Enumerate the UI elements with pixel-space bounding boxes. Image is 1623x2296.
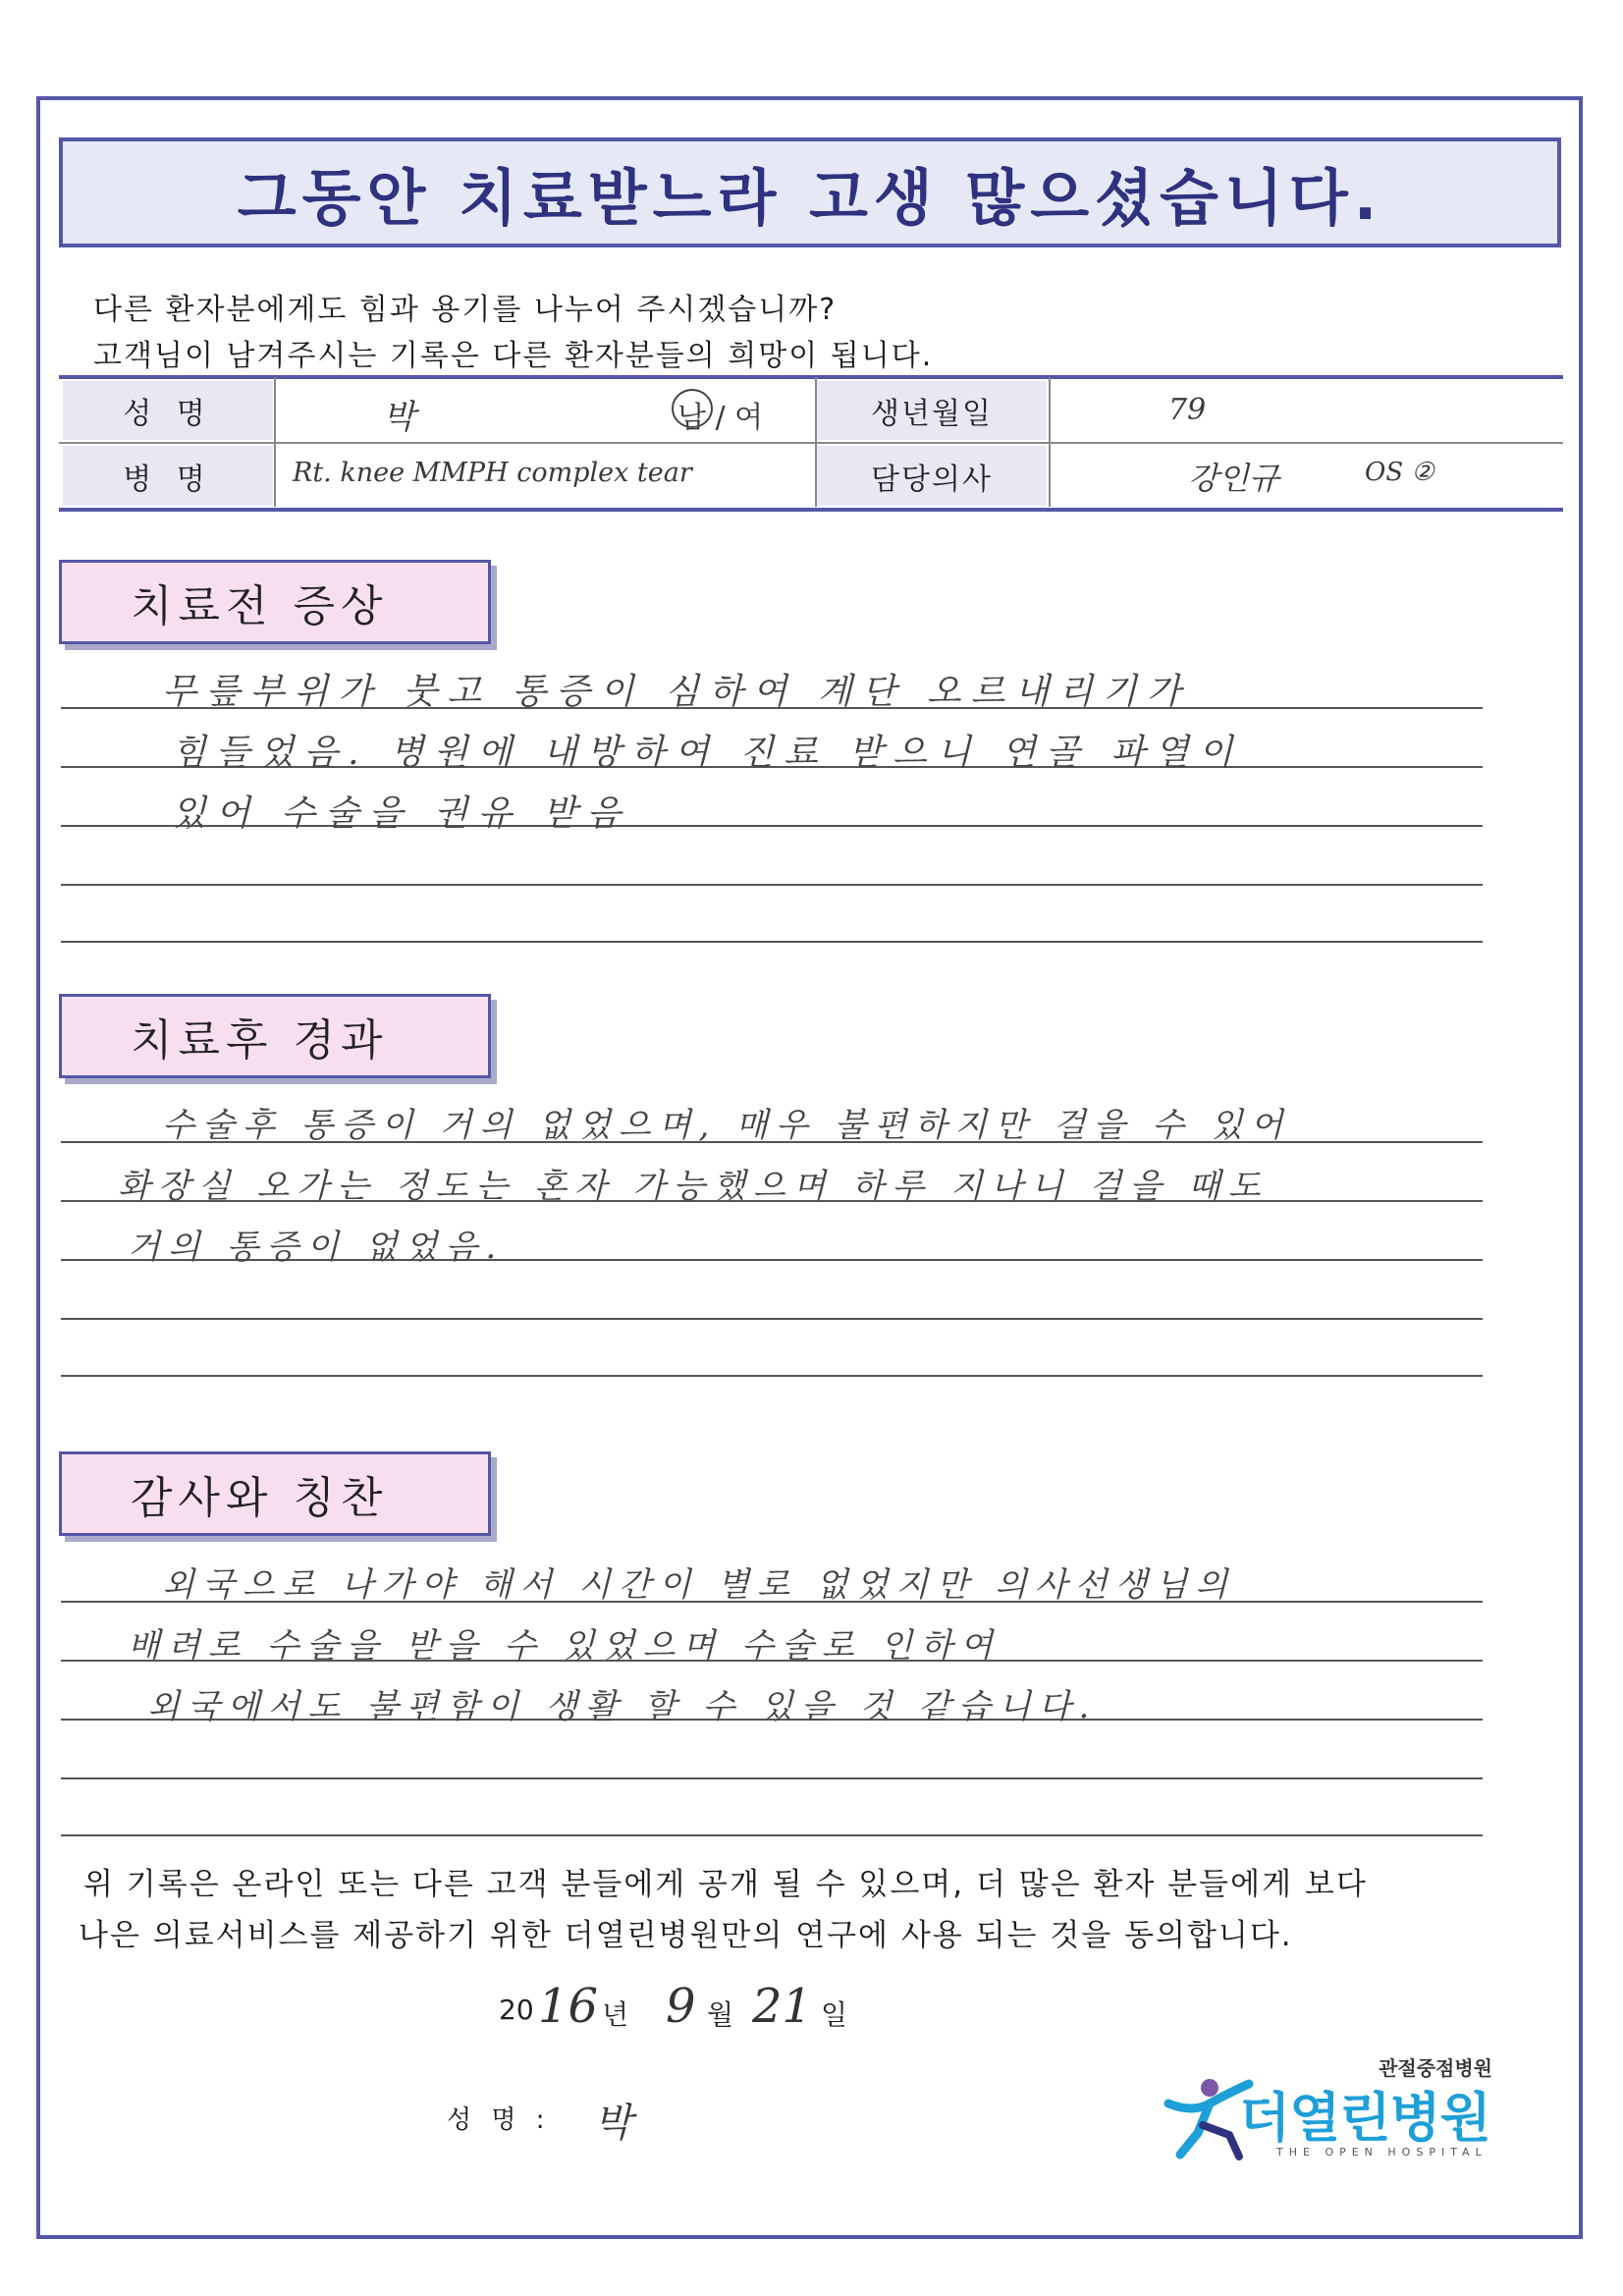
before-text-line-3: 있어 수술을 권유 받음	[172, 793, 631, 834]
consent-line-2: 나은 의료서비스를 제공하기 위한 더열린병원만의 연구에 사용 되는 것을 동의합니다.	[79, 1918, 1293, 1953]
writing-line	[61, 941, 1483, 943]
writing-line	[61, 884, 1483, 886]
birth-label-cell: 생년월일	[817, 381, 1047, 440]
after-text-line-3: 거의 통증이 없었음.	[128, 1228, 505, 1267]
date-month-unit: 월	[707, 1998, 734, 2031]
table-col-divider-3	[1049, 377, 1051, 507]
signature-label: 성 명 :	[447, 2105, 551, 2135]
after-text-line-2: 화장실 오가는 정도는 혼자 가능했으며 하루 지나니 걸을 때도	[118, 1167, 1269, 1206]
table-col-divider-1	[274, 377, 276, 507]
writing-line	[61, 1834, 1483, 1836]
consent-line-1: 위 기록은 온라인 또는 다른 고객 분들에게 공개 될 수 있으며, 더 많은 환자 분들에게 보다	[83, 1867, 1368, 1902]
writing-line	[61, 1318, 1483, 1320]
header-banner	[59, 137, 1561, 247]
table-top-border	[59, 375, 1563, 379]
thanks-text-line-1: 외국으로 나가야 해서 시간이 별로 없었지만 의사선생님의	[162, 1565, 1236, 1605]
date-month: 9	[666, 1979, 696, 2034]
section-title-after: 치료후 경과	[59, 994, 491, 1078]
thanks-text-line-2: 배려로 수술을 받을 수 있었으며 수술로 인하여	[128, 1626, 1001, 1666]
table-bottom-border	[59, 508, 1563, 512]
intro-line-2: 고객님이 남겨주시는 기록은 다른 환자분들의 희망이 됩니다.	[93, 339, 934, 373]
doctor-value: 강인규	[1188, 460, 1279, 497]
table-col-divider-2	[815, 377, 817, 507]
birth-value: 79	[1168, 393, 1207, 427]
date-year-unit: 년	[602, 1998, 629, 2031]
logo-tagline: 관절중점병원	[1379, 2056, 1492, 2080]
doctor-label-cell: 담당의사	[817, 446, 1047, 506]
name-label-cell: 성 명	[63, 381, 273, 440]
table-row-divider	[59, 442, 1563, 444]
intro-line-1: 다른 환자분에게도 힘과 용기를 나누어 주시겠습니까?	[93, 293, 838, 327]
disease-label-cell: 병 명	[63, 446, 273, 506]
before-text-line-2: 힘들었음. 병원에 내방하여 진료 받으니 연골 파열이	[172, 733, 1243, 773]
section-title-before: 치료전 증상	[59, 560, 491, 644]
disease-value: Rt. knee MMPH complex tear	[293, 458, 692, 488]
logo-name: 더열린병원	[1239, 2087, 1490, 2149]
thanks-text-line-3: 외국에서도 불편함이 생활 할 수 있을 것 같습니다.	[147, 1687, 1098, 1726]
date-prefix: 20	[499, 1994, 534, 2026]
page-title: 그동안 치료받느라 고생 많으셨습니다.	[237, 161, 1383, 234]
doctor-suffix: OS ②	[1365, 458, 1434, 487]
date-year: 16	[538, 1979, 599, 2034]
name-value: 박	[383, 398, 415, 437]
date-day-unit: 일	[821, 1998, 848, 2031]
date-day: 21	[752, 1979, 813, 2034]
after-text-line-1: 수술후 통증이 거의 없었으며, 매우 불편하지만 걸을 수 있어	[162, 1106, 1291, 1145]
logo-english: THE OPEN HOSPITAL	[1276, 2146, 1488, 2159]
section-title-thanks: 감사와 칭찬	[59, 1451, 491, 1536]
hospital-logo	[1159, 2052, 1512, 2170]
gender-circle-mark	[670, 386, 715, 431]
writing-line	[61, 1375, 1483, 1377]
signature-value: 박	[594, 2101, 632, 2146]
before-text-line-1: 무릎부위가 붓고 통증이 심하여 계단 오르내리기가	[162, 672, 1191, 712]
writing-line	[61, 1777, 1483, 1779]
gender-value: 남 / 여	[677, 401, 764, 435]
